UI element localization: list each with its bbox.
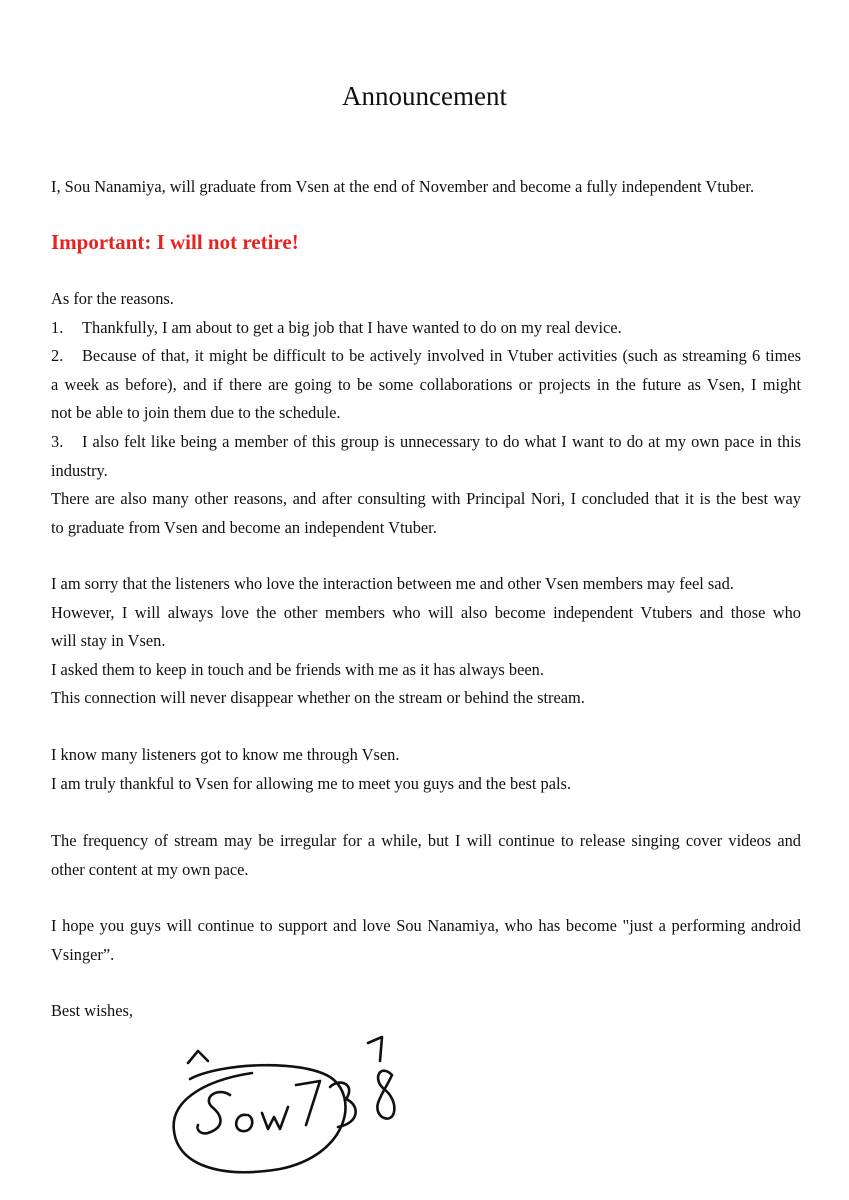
frequency-line2: other content at my own pace.: [51, 859, 249, 879]
reason-text: I also felt like being a member of this group is unnecessary to do what I want to do at my own pace in this: [82, 431, 801, 451]
reason-number: 3.: [51, 431, 64, 451]
reasons-section: [51, 285, 801, 542]
sorry-line5: This connection will never disappear whether on the stream or behind the stream.: [51, 688, 585, 708]
intro-paragraph: [51, 173, 801, 202]
reason-item-2-line2: a week as before), and if there are going to be some collaborations or projects in the future as Vsen, I might: [51, 374, 801, 394]
sorry-line1: I am sorry that the listeners who love the interaction between me and other Vsen members may feel sad.: [51, 574, 734, 593]
reason-item-2-line3: not be able to join them due to the schedule.: [51, 403, 341, 423]
reason-item-1: [51, 314, 801, 343]
thanks-line1: I know many listeners got to know me through Vsen.: [51, 745, 400, 764]
frequency-line1: The frequency of stream may be irregular for a while, but I will continue to release singing cover videos and: [51, 831, 801, 850]
sorry-line4: I asked them to keep in touch and be friends with me as it has always been.: [51, 659, 544, 679]
other-reasons-line1: There are also many other reasons, and after consulting with Principal Nori, I concluded that it is the best way: [51, 489, 801, 509]
hope-line2: Vsinger”.: [51, 944, 115, 964]
important-notice: Important: I will not retire!: [51, 230, 299, 254]
reason-text: Because of that, it might be difficult to be actively involved in Vtuber activities (such as streaming 6 times: [82, 346, 801, 366]
reason-text: Thankfully, I am about to get a big job that I have wanted to do on my real device.: [82, 317, 622, 337]
sorry-paragraph: [51, 570, 801, 713]
reason-number: 1.: [51, 317, 64, 337]
frequency-paragraph: [51, 827, 801, 884]
reason-number: 2.: [51, 346, 64, 366]
closing-line: Best wishes,: [51, 1001, 133, 1020]
other-reasons-line2: to graduate from Vsen and become an independent Vtuber.: [51, 517, 437, 537]
reason-item-3-line2: industry.: [51, 460, 108, 480]
reasons-heading: As for the reasons.: [51, 289, 174, 308]
handwritten-signature: [160, 1015, 420, 1185]
page-title: Announcement: [342, 81, 507, 111]
sorry-line3: will stay in Vsen.: [51, 631, 166, 651]
thanks-line2: I am truly thankful to Vsen for allowing me to meet you guys and the best pals.: [51, 773, 572, 793]
reason-item-2-line1: [51, 342, 801, 371]
hope-line1: I hope you guys will continue to support and love Sou Nanamiya, who has become "just a performing android: [51, 916, 801, 935]
reason-item-3-line1: [51, 428, 801, 457]
intro-line: I, Sou Nanamiya, will graduate from Vsen at the end of November and become a fully independent Vtuber.: [51, 177, 755, 196]
sorry-line2: However, I will always love the other members who will also become independent Vtubers and those who: [51, 602, 801, 622]
hope-paragraph: [51, 912, 801, 969]
thanks-paragraph: [51, 741, 801, 798]
